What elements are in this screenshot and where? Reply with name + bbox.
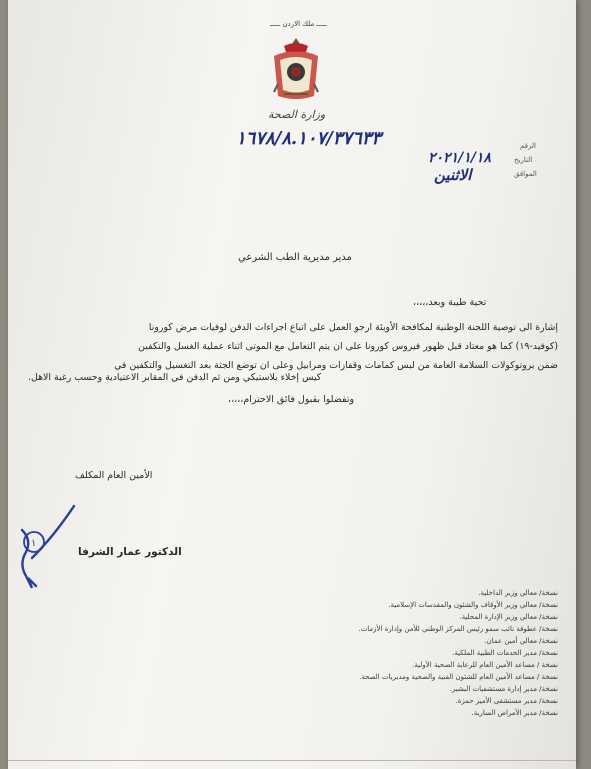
ref-number: ١٦٧٨/٨.١٠٧/٣٧٦٣٣	[236, 128, 382, 149]
crest-caption: ـــــ ملك الاردن ـــــ	[270, 20, 327, 28]
signer-title: الأمين العام المكلف	[75, 470, 153, 481]
body-line: ضمن بروتوكولات السلامة العامة من لبس كمامات وقفازات ومرابيل وعلى ان توضع الجثة بعد التغسيل والتكفين في	[114, 360, 558, 371]
copy-line: نسخة/ مدير مستشفى الأمير حمزة.	[455, 697, 558, 705]
corresponds-label: الموافق	[514, 170, 537, 178]
copy-line: نسخة/ معالي وزير الأوقاف والشئون والمقدسات الإسلامية.	[388, 601, 558, 609]
svg-text:١: ١	[31, 538, 37, 549]
letter-page	[8, 0, 576, 769]
copy-line: نسخة/ مدير الخدمات الطبية الملكية.	[452, 649, 558, 657]
date-label: التاريخ	[514, 156, 533, 164]
ref-label: الرقم	[520, 142, 536, 150]
jordan-coat-of-arms-icon	[270, 34, 322, 108]
copy-line: نسخة/ معالي وزير الإدارة المحلية.	[459, 613, 558, 621]
closing: وتفضلوا بقبول فائق الاحترام،،،،،	[228, 394, 355, 405]
ministry-name: وزارة الصحة	[268, 108, 326, 121]
copy-line: نسخة/ مدير الأمراض السارية.	[471, 709, 558, 717]
greeting: تحية طيبة وبعد،،،،،	[413, 297, 487, 308]
letter-date: ٢٠٢١/١/١٨	[428, 150, 491, 166]
body-line: كيس إخلاء بلاستيكي ومن ثم الدفن في المقابر الاعتيادية وحسب رغبة الاهل.	[28, 372, 322, 383]
copy-line: نسخة/ معالي وزير الداخلية.	[478, 589, 558, 597]
weekday-note: الاثنين	[434, 166, 472, 184]
signer-name: الدكتور عمار الشرفا	[78, 546, 182, 558]
recipient: مدير مديرية الطب الشرعي	[238, 252, 352, 263]
copy-line: نسخة / مساعد الأمين العام للشئون الفنية والصحية ومديريات الصحة.	[359, 673, 558, 681]
copy-line: نسخة/ عطوفة نائب سمو رئيس المركز الوطني للأمن وإدارة الأزمات.	[358, 625, 558, 633]
copy-line: نسخة / مساعد الأمين العام للرعاية الصحية الأولية.	[412, 661, 558, 669]
body-line: إشارة الى توصية اللجنة الوطنية لمكافحة الأوبئة ارجو العمل على اتباع اجراءات الدفن لوفيات مرض كورونا	[148, 322, 558, 333]
body-line: (كوفيد-١٩) كما هو معتاد قبل ظهور فيروس كورونا على ان يتم التعامل مع الموتى اثناء عملية الغسل والتكفين	[138, 341, 558, 352]
bottom-rule	[8, 760, 576, 761]
copy-line: نسخة/ معالي أمين عمان.	[484, 637, 558, 645]
copy-line: نسخة/ مدير إدارة مستشفيات البشير.	[449, 685, 558, 693]
